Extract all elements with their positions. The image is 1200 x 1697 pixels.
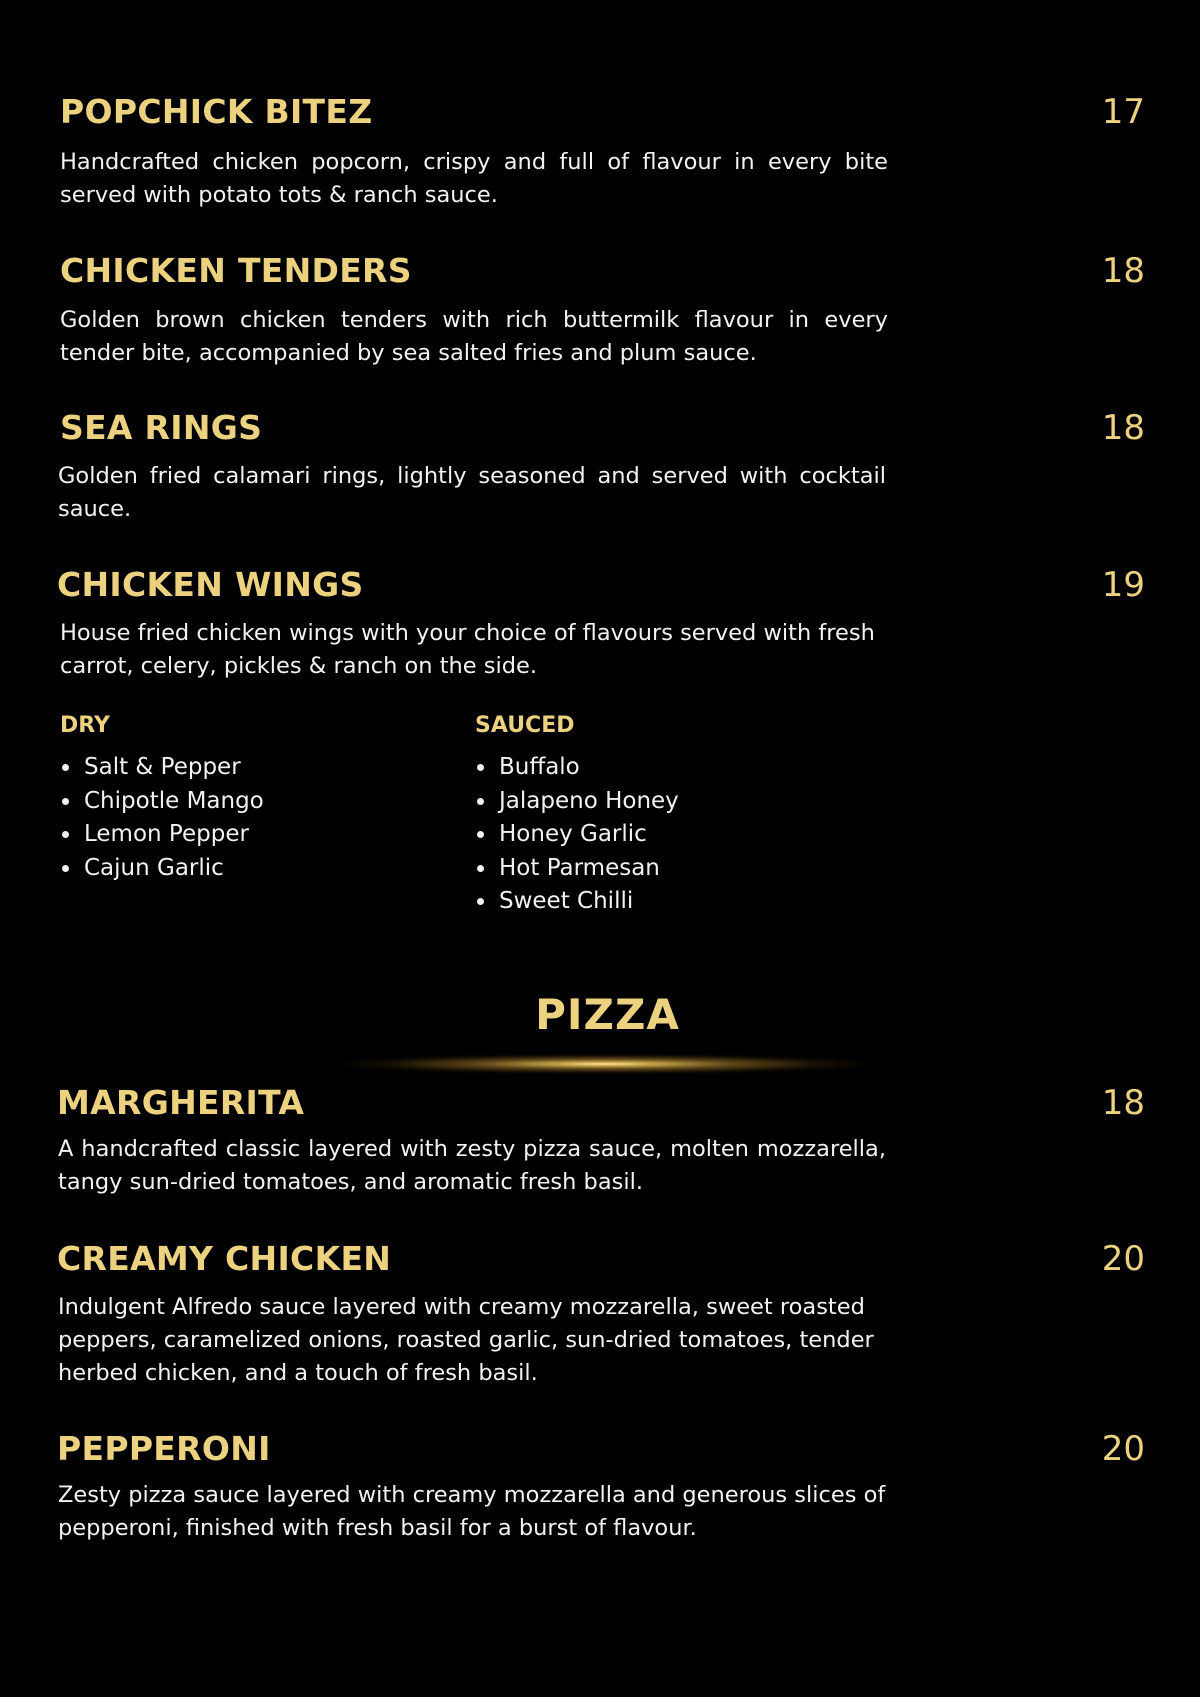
item-description: Zesty pizza sauce layered with creamy mozzarella and generous slices of pepperoni, finished with fresh basil for a burst of flavour.	[58, 1482, 886, 1541]
item-name: POPCHICK BITEZ	[60, 92, 373, 131]
item-price: 20	[1101, 1239, 1145, 1279]
item-price: 17	[1101, 92, 1145, 132]
section-title-pizza: PIZZA	[535, 990, 680, 1039]
list-item: • Salt & Pepper	[82, 751, 264, 785]
item-name: CHICKEN TENDERS	[60, 251, 412, 290]
item-description: A handcrafted classic layered with zesty pizza sauce, molten mozzarella, tangy sun-dried tomatoes, and aromatic fresh basil.	[58, 1136, 886, 1195]
sauced-flavours-list	[473, 751, 679, 919]
item-price: 20	[1101, 1429, 1145, 1469]
item-name: MARGHERITA	[57, 1083, 305, 1122]
item-price: 18	[1101, 408, 1145, 448]
item-name: CREAMY CHICKEN	[57, 1239, 392, 1278]
list-item: • Cajun Garlic	[82, 852, 264, 886]
list-item: • Buffalo	[497, 751, 679, 785]
item-description: House fried chicken wings with your choice of flavours served with fresh carrot, celery, pickles & ranch on the side.	[60, 620, 875, 679]
list-item: • Hot Parmesan	[497, 852, 679, 886]
item-name: PEPPERONI	[57, 1429, 271, 1468]
sauced-flavours-heading: SAUCED	[475, 713, 575, 738]
item-name: SEA RINGS	[60, 408, 263, 447]
item-price: 18	[1101, 1083, 1145, 1123]
item-price: 18	[1101, 251, 1145, 291]
list-item: • Chipotle Mango	[82, 785, 264, 819]
item-name: CHICKEN WINGS	[57, 565, 364, 604]
list-item: • Jalapeno Honey	[497, 785, 679, 819]
dry-flavours-heading: DRY	[60, 713, 110, 738]
decorative-glow-divider	[345, 1054, 865, 1074]
item-description: Golden fried calamari rings, lightly seasoned and served with cocktail sauce.	[58, 463, 886, 522]
item-description: Handcrafted chicken popcorn, crispy and full of flavour in every bite served with potato tots & ranch sauce.	[60, 149, 888, 208]
item-price: 19	[1101, 565, 1145, 605]
item-description: Golden brown chicken tenders with rich buttermilk flavour in every tender bite, accompanied by sea salted fries and plum sauce.	[60, 307, 888, 366]
list-item: • Honey Garlic	[497, 818, 679, 852]
list-item: • Sweet Chilli	[497, 885, 679, 919]
dry-flavours-list	[58, 751, 264, 885]
list-item: • Lemon Pepper	[82, 818, 264, 852]
item-description: Indulgent Alfredo sauce layered with creamy mozzarella, sweet roasted peppers, caramelized onions, roasted garlic, sun-dried tomatoes, tender herbed chicken, and a touch of fresh basil.	[58, 1294, 874, 1386]
